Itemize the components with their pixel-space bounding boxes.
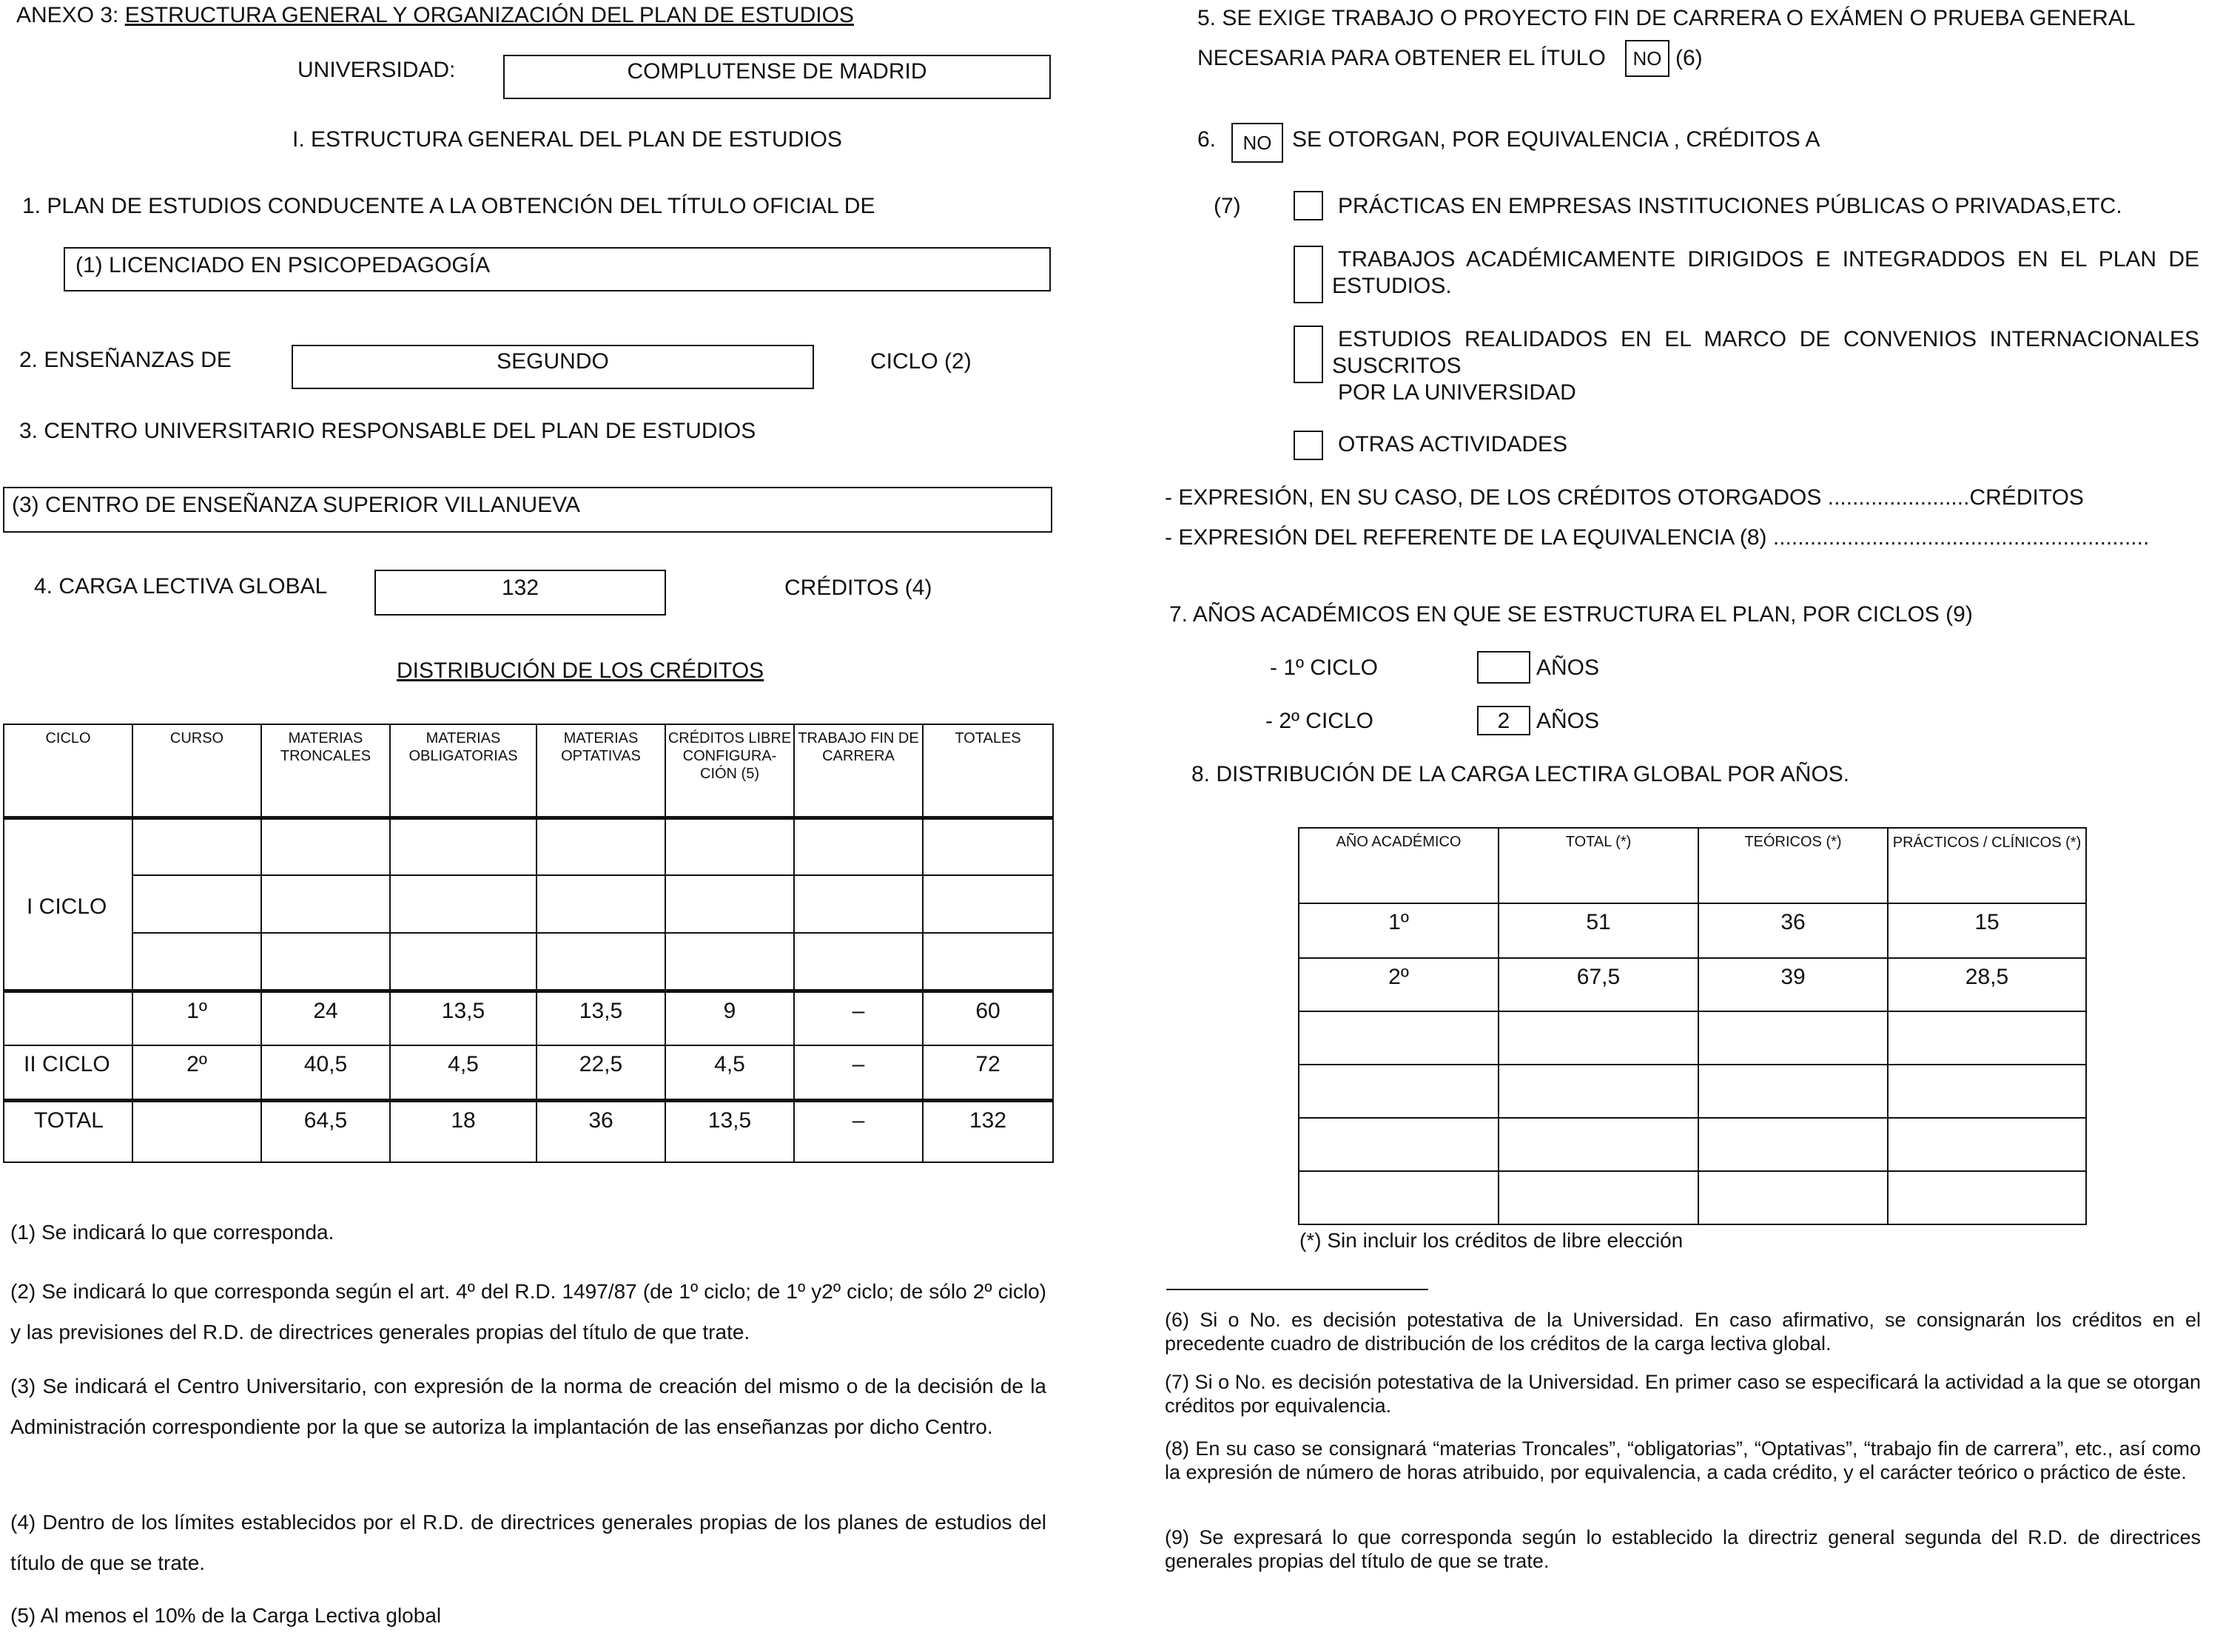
trabajos-label-line1: TRABAJOS ACADÉMICAMENTE DIRIGIDOS E INTEGRADDOS EN EL PLAN DE	[1338, 247, 2199, 272]
item7-label: 7. AÑOS ACADÉMICOS EN QUE SE ESTRUCTURA EL PLAN, POR CICLOS (9)	[1169, 602, 1973, 627]
item5-answer: NO	[1632, 47, 1662, 70]
table-cell	[1888, 1171, 2086, 1224]
table-cell	[1499, 1065, 1698, 1118]
table-cell	[261, 875, 390, 933]
table-cell	[923, 817, 1053, 875]
ciclo2-years: 2	[1497, 709, 1510, 733]
table-cell	[537, 817, 665, 875]
table-cell: 60	[923, 991, 1053, 1045]
universidad-label: UNIVERSIDAD:	[297, 58, 456, 82]
table-cell	[132, 1100, 261, 1162]
table-cell: 13,5	[665, 1100, 794, 1162]
convenios-checkbox[interactable]	[1294, 326, 1323, 383]
table-row	[1299, 958, 2086, 1011]
table-cell: 4,5	[390, 1045, 537, 1100]
table-cell: 2º	[132, 1045, 261, 1100]
table-cell: 67,5	[1499, 958, 1698, 1011]
table-cell: 64,5	[261, 1100, 390, 1162]
col-header: TOTAL (*)	[1499, 828, 1698, 903]
table-cell	[132, 933, 261, 991]
table-cell: 13,5	[390, 991, 537, 1045]
item4-label: 4. CARGA LECTIVA GLOBAL	[34, 574, 328, 599]
i-ciclo-label: I CICLO	[4, 817, 132, 991]
convenios-label-line1: ESTUDIOS REALIDADOS EN EL MARCO DE CONVENIOS INTERNACIONALES	[1338, 327, 2199, 351]
table-cell: 36	[537, 1100, 665, 1162]
universidad-field	[503, 55, 1051, 99]
table-cell: –	[794, 1100, 923, 1162]
table-cell: 18	[390, 1100, 537, 1162]
col-header: TEÓRICOS (*)	[1698, 828, 1888, 903]
trabajos-checkbox[interactable]	[1294, 246, 1323, 303]
distribucion-header-row	[4, 724, 1053, 817]
table-cell	[1499, 1118, 1698, 1171]
distribucion-title: DISTRIBUCIÓN DE LOS CRÉDITOS	[397, 658, 764, 683]
footnote-9: (9) Se expresará lo que corresponda según lo establecido la directriz general segunda del R.D. de directrices generales propias del título de que se trate.	[1165, 1526, 2201, 1572]
col-header: TOTALES	[923, 724, 1053, 817]
table-cell	[923, 933, 1053, 991]
table-cell	[1299, 1011, 1499, 1065]
table-cell	[261, 817, 390, 875]
options-marker: (7)	[1214, 194, 1241, 218]
table-cell	[390, 933, 537, 991]
centro-field	[3, 487, 1052, 533]
convenios-label-line3: POR LA UNIVERSIDAD	[1338, 380, 1576, 405]
expresion-referente: - EXPRESIÓN DEL REFERENTE DE LA EQUIVALENCIA (8) .............................................................	[1165, 525, 2150, 550]
table-cell	[1888, 1011, 2086, 1065]
anexo-title: ESTRUCTURA GENERAL Y ORGANIZACIÓN DEL PLAN DE ESTUDIOS	[124, 3, 854, 27]
otras-label: OTRAS ACTIVIDADES	[1338, 432, 1568, 456]
table-cell: 132	[923, 1100, 1053, 1162]
item5-line1: 5. SE EXIGE TRABAJO O PROYECTO FIN DE CARRERA O EXÁMEN O PRUEBA GENERAL	[1197, 6, 2136, 30]
table-cell	[1698, 1118, 1888, 1171]
table-row	[1299, 903, 2086, 958]
practicas-checkbox[interactable]	[1294, 191, 1323, 220]
footnote-3: (3) Se indicará el Centro Universitario, con expresión de la norma de creación del mismo o de la decisión de la Administración correspondiente por la que se autoriza la implantación de las enseñanzas por dicho Centro.	[10, 1375, 1046, 1438]
footnote-5: (5) Al menos el 10% de la Carga Lectiva global	[10, 1604, 442, 1627]
item6-answer-box	[1231, 123, 1283, 163]
table-cell: 24	[261, 991, 390, 1045]
carga-value: 132	[501, 576, 539, 600]
table-cell	[4, 991, 132, 1045]
table-cell	[923, 875, 1053, 933]
table-cell: 22,5	[537, 1045, 665, 1100]
years-table-note: (*) Sin incluir los créditos de libre elección	[1299, 1229, 1684, 1252]
expresion-creditos: - EXPRESIÓN, EN SU CASO, DE LOS CRÉDITOS OTORGADOS .......................CRÉDITOS	[1165, 485, 2084, 510]
col-header: CRÉDITOS LIBRE CONFIGURA- CIÓN (5)	[665, 724, 794, 817]
ensenanzas-value: SEGUNDO	[497, 349, 609, 374]
table-row	[1299, 1171, 2086, 1224]
table-cell: –	[794, 991, 923, 1045]
table-cell: 28,5	[1888, 958, 2086, 1011]
item1-label: 1. PLAN DE ESTUDIOS CONDUCENTE A LA OBTENCIÓN DEL TÍTULO OFICIAL DE	[22, 194, 875, 218]
table-cell	[1698, 1011, 1888, 1065]
table-cell	[794, 817, 923, 875]
item6-prefix: 6.	[1197, 127, 1217, 152]
table-cell	[1299, 1118, 1499, 1171]
ciclo1-years-box	[1477, 651, 1530, 684]
years-table	[1298, 827, 2087, 1225]
table-cell	[1499, 1011, 1698, 1065]
col-header: PRÁCTICOS / CLÍNICOS (*)	[1888, 828, 2086, 903]
table-cell	[1888, 1065, 2086, 1118]
table-row	[4, 817, 1053, 875]
footnote-6: (6) Si o No. es decisión potestativa de la Universidad. En caso afirmativo, se consignarán los créditos en el precedente cuadro de distribución de los créditos de la carga lectiva global.	[1165, 1309, 2201, 1355]
total-label: TOTAL	[4, 1100, 132, 1162]
ciclo1-anos: AÑOS	[1536, 655, 1600, 680]
ciclo2-anos: AÑOS	[1536, 709, 1600, 733]
table-row	[4, 933, 1053, 991]
footnote-rule	[1166, 1289, 1428, 1290]
convenios-label-line2: SUSCRITOS	[1332, 354, 1462, 378]
item4-suffix: CRÉDITOS (4)	[784, 576, 932, 600]
footnote-8: (8) En su caso se consignará “materias Troncales”, “obligatorias”, “Optativas”, “trabajo fin de carrera”, etc., así como la expresión de número de horas atribuido, por equivalencia, a cada crédito, y el carácter teórico o práctico de éste.	[1165, 1437, 2201, 1483]
col-header: MATERIAS OBLIGATORIAS	[390, 724, 537, 817]
otras-checkbox[interactable]	[1294, 431, 1323, 460]
item6-text: SE OTORGAN, POR EQUIVALENCIA , CRÉDITOS A	[1292, 127, 1820, 152]
ensenanzas-field	[292, 345, 814, 389]
item3-label: 3. CENTRO UNIVERSITARIO RESPONSABLE DEL PLAN DE ESTUDIOS	[19, 419, 756, 443]
table-cell	[132, 875, 261, 933]
table-cell	[794, 875, 923, 933]
table-cell	[665, 933, 794, 991]
table-cell	[665, 817, 794, 875]
anexo-prefix: ANEXO 3:	[16, 3, 125, 27]
table-cell	[132, 817, 261, 875]
table-cell	[537, 875, 665, 933]
trabajos-label-line2: ESTUDIOS.	[1332, 274, 1452, 298]
table-cell	[1499, 1171, 1698, 1224]
table-cell: 40,5	[261, 1045, 390, 1100]
table-cell: 13,5	[537, 991, 665, 1045]
table-cell: 1º	[1299, 903, 1499, 958]
table-row	[4, 1045, 1053, 1100]
item8-label: 8. DISTRIBUCIÓN DE LA CARGA LECTIRA GLOBAL POR AÑOS.	[1191, 762, 1850, 786]
ciclo2-years-box	[1477, 706, 1530, 735]
footnote-2: (2) Se indicará lo que corresponda según el art. 4º del R.D. 1497/87 (de 1º ciclo; de 1º y2º ciclo; de sólo 2º ciclo) y las previsiones del R.D. de directrices generales propias del título de que trate.	[10, 1280, 1046, 1343]
table-row	[1299, 1118, 2086, 1171]
table-cell: 1º	[132, 991, 261, 1045]
carga-field	[374, 570, 666, 616]
item2-label: 2. ENSEÑANZAS DE	[19, 348, 232, 372]
col-header: MATERIAS TRONCALES	[261, 724, 390, 817]
table-cell: 72	[923, 1045, 1053, 1100]
table-row	[1299, 1011, 2086, 1065]
col-header: CICLO	[4, 724, 132, 817]
item5-answer-box	[1625, 40, 1669, 77]
titulo-value: (1) LICENCIADO EN PSICOPEDAGOGÍA	[75, 253, 491, 277]
table-row	[4, 991, 1053, 1045]
table-cell	[1698, 1065, 1888, 1118]
table-cell	[1299, 1171, 1499, 1224]
table-cell	[390, 817, 537, 875]
footnote-7: (7) Si o No. es decisión potestativa de la Universidad. En primer caso se especificará la actividad a la que se otorgan créditos por equivalencia.	[1165, 1371, 2201, 1417]
table-cell	[390, 875, 537, 933]
table-cell: 36	[1698, 903, 1888, 958]
universidad-value: COMPLUTENSE DE MADRID	[627, 59, 927, 84]
table-cell: 39	[1698, 958, 1888, 1011]
ii-ciclo-label: II CICLO	[4, 1045, 132, 1100]
table-cell	[537, 933, 665, 991]
item6-answer: NO	[1242, 132, 1272, 154]
table-cell	[794, 933, 923, 991]
table-cell: 15	[1888, 903, 2086, 958]
table-cell	[665, 875, 794, 933]
table-cell	[1299, 1065, 1499, 1118]
table-cell: –	[794, 1045, 923, 1100]
footnote-4: (4) Dentro de los límites establecidos por el R.D. de directrices generales propias de los planes de estudios del título de que se trate.	[10, 1511, 1046, 1574]
col-header: AÑO ACADÉMICO	[1299, 828, 1499, 903]
table-cell: 9	[665, 991, 794, 1045]
item5-suffix: (6)	[1675, 46, 1703, 70]
table-cell	[1698, 1171, 1888, 1224]
table-cell: 51	[1499, 903, 1698, 958]
table-cell	[1888, 1118, 2086, 1171]
anexo-heading	[16, 3, 854, 28]
table-row	[4, 875, 1053, 933]
table-cell: 4,5	[665, 1045, 794, 1100]
footnote-1: (1) Se indicará lo que corresponda.	[10, 1221, 334, 1244]
ciclo2-label: - 2º CICLO	[1265, 709, 1373, 733]
col-header: MATERIAS OPTATIVAS	[537, 724, 665, 817]
table-cell	[261, 933, 390, 991]
section-heading: I. ESTRUCTURA GENERAL DEL PLAN DE ESTUDIOS	[292, 127, 842, 152]
years-header-row	[1299, 828, 2086, 903]
table-cell: 2º	[1299, 958, 1499, 1011]
ciclo1-label: - 1º CICLO	[1270, 655, 1378, 680]
centro-value: (3) CENTRO DE ENSEÑANZA SUPERIOR VILLANUEVA	[12, 493, 580, 517]
item2-suffix: CICLO (2)	[870, 349, 972, 374]
distribucion-table	[3, 724, 1054, 1163]
titulo-field	[64, 247, 1051, 291]
item5-line2: NECESARIA PARA OBTENER EL ÍTULO	[1197, 46, 1606, 70]
practicas-label: PRÁCTICAS EN EMPRESAS INSTITUCIONES PÚBLICAS O PRIVADAS,ETC.	[1338, 194, 2122, 218]
table-row	[1299, 1065, 2086, 1118]
table-row-total	[4, 1100, 1053, 1162]
col-header: TRABAJO FIN DE CARRERA	[794, 724, 923, 817]
col-header: CURSO	[132, 724, 261, 817]
